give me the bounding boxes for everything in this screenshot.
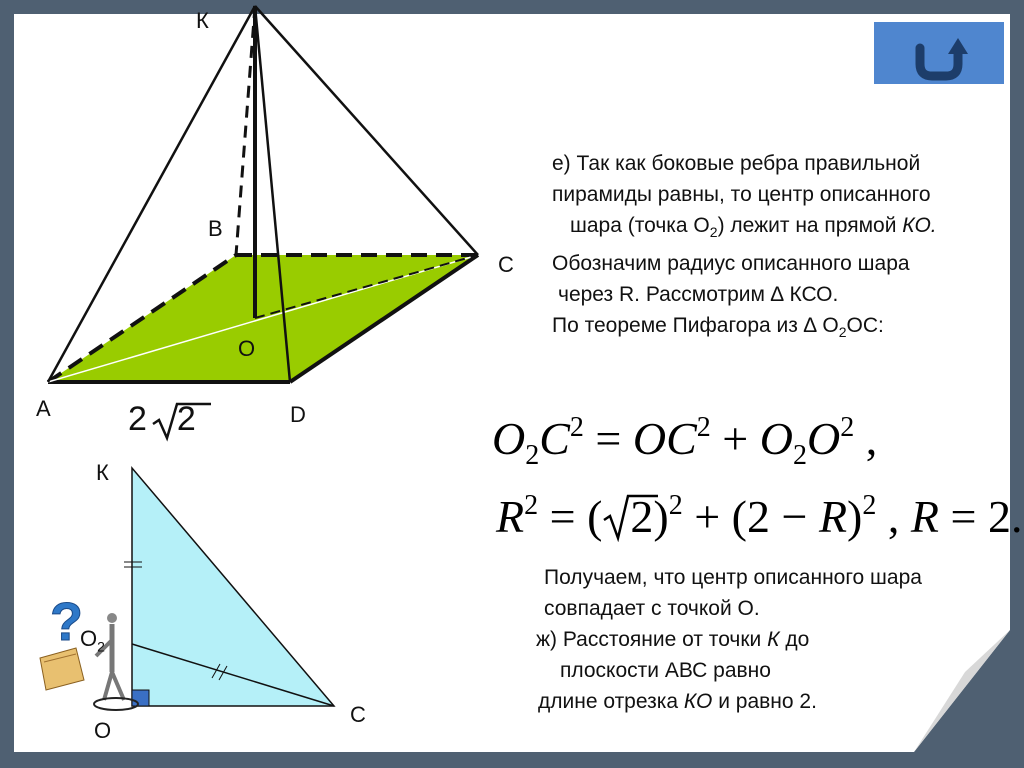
pyramid-label-d: D <box>290 402 306 427</box>
f1-o2: O <box>759 413 793 464</box>
paragraph-zh <box>536 624 815 717</box>
f2-open2: (2 − <box>731 491 819 542</box>
zh-line-2: плоскости АВС равно <box>560 659 771 682</box>
pyramid-label-k: К <box>196 8 209 33</box>
pyramid-label-o: O <box>238 336 256 361</box>
text-e-line-3a: шара (точка О <box>570 214 710 237</box>
triangle-label-c: C <box>350 702 366 727</box>
text-e-line-3b: ) лежит на прямой <box>717 214 903 237</box>
text-e-line-2: пирамиды равны, то центр описанного <box>552 183 931 206</box>
zh-line-1 <box>536 624 815 655</box>
o2-letter: O <box>80 626 98 651</box>
zh-line-3b: КО <box>683 690 713 713</box>
zh-line-3a: длине отрезка <box>538 690 684 713</box>
paragraph-e <box>552 148 937 348</box>
f2-open: ( <box>587 491 603 542</box>
f1-sub: 2 <box>525 440 540 471</box>
f2-val: 2. <box>987 491 1023 542</box>
conclusion-line-2: совпадает с точкой О. <box>544 597 760 620</box>
text-e-line-6a: По теореме Пифагора из ∆ О <box>552 314 839 338</box>
text-e-line-3c: КО. <box>902 214 937 237</box>
f2-r3: R <box>910 491 939 542</box>
triangle-label-k: К <box>96 460 109 485</box>
f1-comma: , <box>854 413 878 464</box>
sqrt-symbol-icon-2 <box>602 492 658 542</box>
f1-sup: 2 <box>569 412 584 443</box>
text-e-line-6b: ОС: <box>846 314 884 338</box>
pyramid-label-b: B <box>208 216 223 241</box>
f2-sup-3: 2 <box>862 490 877 521</box>
o2-subscript: 2 <box>97 638 105 655</box>
triangle-label-o: O <box>94 718 112 743</box>
f1-sub-2: 2 <box>792 440 807 471</box>
f1-plus: + <box>710 413 760 464</box>
f2-eq: = <box>538 491 588 542</box>
f2-eq2: = <box>938 491 988 542</box>
side-length-radicand: 2 <box>176 400 196 438</box>
triangle-kоc <box>132 468 334 706</box>
zh-line-3c: и равно 2. <box>712 690 817 713</box>
f2-sep: , <box>876 491 911 542</box>
text-e-line-4: Обозначим радиус описанного шара <box>552 252 910 276</box>
f2-r2: R <box>818 491 848 542</box>
paragraph-conclusion <box>544 562 922 624</box>
text-e-line-3 <box>570 210 949 248</box>
zh-line-1c: до <box>779 628 810 651</box>
f2-sup-2: 2 <box>668 490 683 521</box>
f2-close2: ) <box>847 491 863 542</box>
triangle-label-o2 <box>80 628 105 653</box>
formula-pythagoras <box>492 412 878 471</box>
text-e-sub-1: 2 <box>709 224 718 241</box>
f2-r: R <box>496 491 525 542</box>
f2-plus: + <box>682 491 732 542</box>
f2-sup: 2 <box>524 490 539 521</box>
conclusion-line-1: Получаем, что центр описанного шара <box>544 566 922 589</box>
formula-radius <box>496 490 1023 542</box>
zh-line-1a: ж) Расстояние от точки <box>536 628 768 651</box>
text-e-sub-2: 2 <box>838 324 847 341</box>
f1-sup-2: 2 <box>696 412 711 443</box>
f1-c: C <box>539 413 570 464</box>
f1-sup-3: 2 <box>840 412 855 443</box>
side-length-coef: 2 <box>128 400 147 438</box>
pyramid-label-a: A <box>36 396 51 421</box>
f1-oc: OC <box>632 413 697 464</box>
f2-close: ) <box>653 491 669 542</box>
f1-eq: = <box>583 413 633 464</box>
f1-o: O <box>492 413 526 464</box>
f2-rad: 2 <box>630 491 654 542</box>
f2-sqrt <box>602 491 654 542</box>
svg-text:?: ? <box>50 592 83 652</box>
text-e-line-6 <box>552 310 931 348</box>
text-e-line-5: через R. Рассмотрим ∆ КСО. <box>558 283 839 307</box>
f1-o-end: O <box>806 413 841 464</box>
zh-line-1b: К <box>767 628 780 651</box>
text-e-line-1: е) Так как боковые ребра правильной <box>552 152 921 175</box>
right-angle-mark <box>132 690 149 706</box>
zh-line-3 <box>538 686 817 717</box>
pyramid-label-c: C <box>498 252 514 277</box>
